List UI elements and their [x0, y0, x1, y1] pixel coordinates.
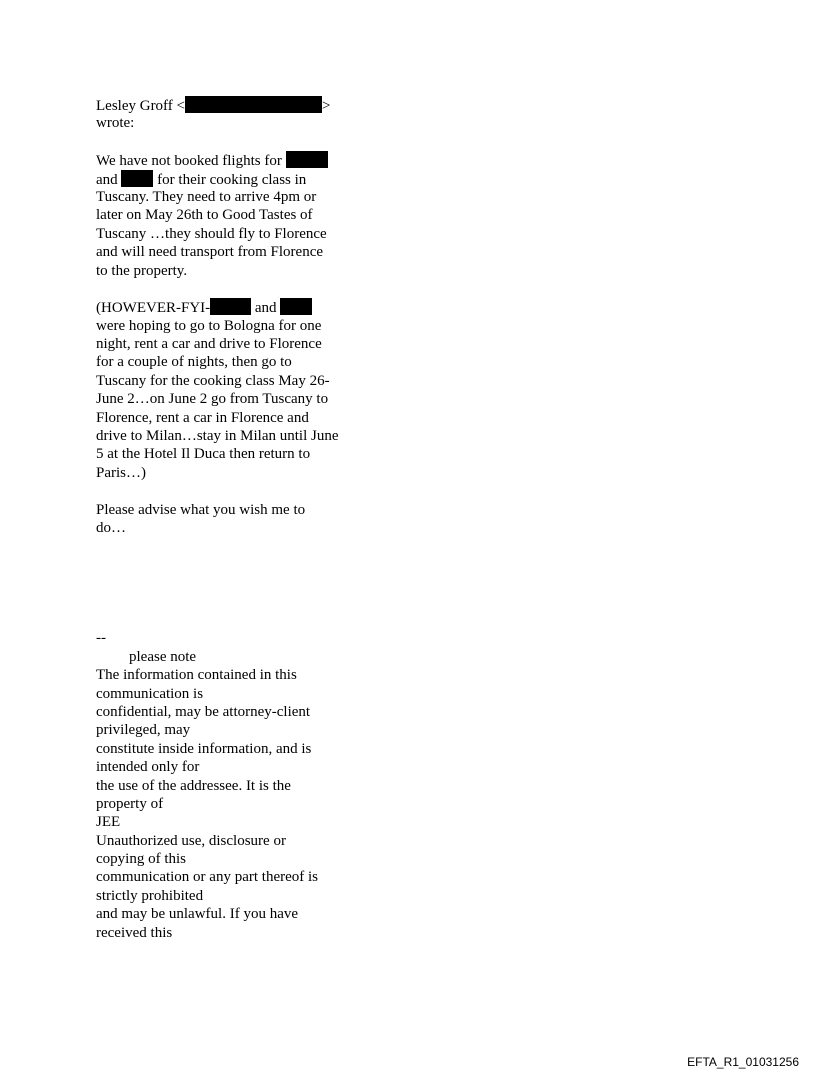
disclaimer-line: communication or any part thereof is — [96, 869, 319, 886]
disclaimer-line: JEE — [96, 814, 121, 831]
text-line: Tuscany …they should fly to Florence — [96, 225, 327, 242]
redacted-name — [280, 298, 312, 315]
text-line: drive to Milan…stay in Milan until June — [96, 428, 339, 445]
disclaimer-line: Unauthorized use, disclosure or — [96, 832, 286, 849]
text-line: and — [251, 300, 281, 317]
text-line: (HOWEVER-FYI- — [96, 300, 211, 317]
disclaimer-line: intended only for — [96, 759, 200, 776]
text-line: night, rent a car and drive to Florence — [96, 336, 322, 353]
disclaimer-line: confidential, may be attorney-client — [96, 703, 311, 720]
paragraph-flights — [96, 151, 358, 280]
redacted-name — [210, 298, 251, 315]
text-line: to the property. — [96, 262, 188, 279]
document-id: EFTA_R1_01031256 — [687, 1055, 799, 1069]
paragraph-itinerary — [96, 298, 358, 482]
text-line: Paris…) — [96, 464, 146, 481]
text-line: later on May 26th to Good Tastes of — [96, 207, 313, 224]
text-line: do… — [96, 519, 126, 536]
text-line: and — [96, 171, 122, 188]
text-line: June 2…on June 2 go from Tuscany to — [96, 391, 329, 408]
text-line: were hoping to go to Bologna for one — [96, 317, 322, 334]
email-body — [96, 96, 358, 942]
signature-block — [96, 629, 358, 942]
disclaimer-line: the use of the addressee. It is the — [96, 777, 291, 794]
signature-note: please note — [129, 648, 197, 665]
wrote-line: wrote: — [96, 115, 135, 132]
sender-name: Lesley Groff < — [96, 98, 185, 114]
disclaimer-line: property of — [96, 795, 164, 812]
text-line: We have not booked flights for — [96, 153, 286, 170]
sender-close: > — [322, 98, 331, 114]
disclaimer-line: constitute inside information, and is — [96, 740, 312, 757]
disclaimer-line: communication is — [96, 685, 204, 702]
sender-line — [96, 96, 358, 114]
text-line: Please advise what you wish me to — [96, 501, 306, 518]
disclaimer-line: received this — [96, 924, 173, 941]
text-line: for their cooking class in — [153, 171, 307, 188]
disclaimer-line: The information contained in this — [96, 667, 297, 684]
text-line: and will need transport from Florence — [96, 244, 324, 261]
disclaimer-line: copying of this — [96, 851, 186, 868]
disclaimer-line: strictly prohibited — [96, 887, 204, 904]
text-line: Florence, rent a car in Florence and — [96, 409, 309, 426]
paragraph-request — [96, 501, 358, 538]
text-line: 5 at the Hotel Il Duca then return to — [96, 446, 311, 463]
text-line: Tuscany for the cooking class May 26- — [96, 372, 330, 389]
redacted-name — [121, 170, 153, 187]
disclaimer-line: privileged, may — [96, 722, 191, 739]
text-line: for a couple of nights, then go to — [96, 354, 292, 371]
signature-dashes: -- — [96, 630, 106, 647]
redacted-email-address — [185, 96, 322, 113]
text-line: Tuscany. They need to arrive 4pm or — [96, 188, 317, 205]
redacted-name — [286, 151, 328, 168]
disclaimer-line: and may be unlawful. If you have — [96, 906, 299, 923]
